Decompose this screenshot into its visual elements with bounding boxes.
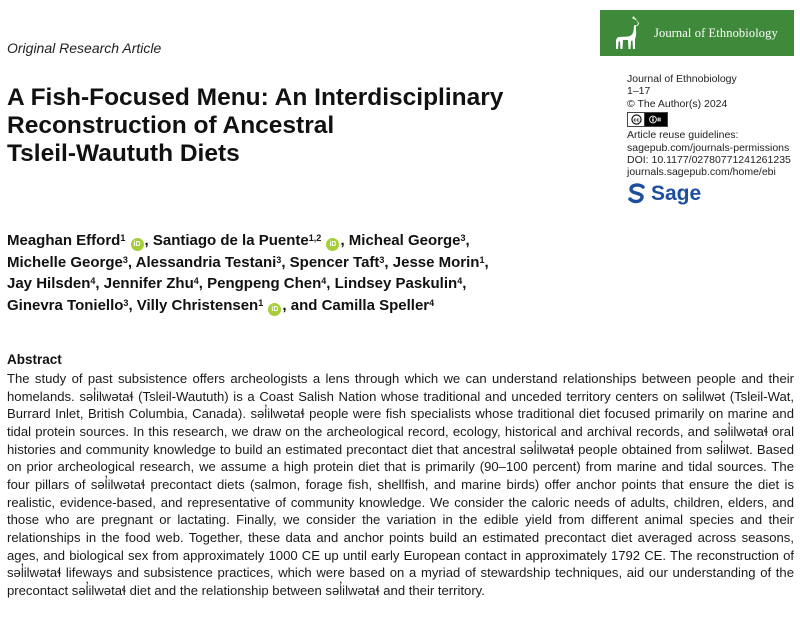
title-line: A Fish-Focused Menu: An Interdisciplinary [7, 84, 504, 111]
author-name[interactable]: Santiago de la Puente [152, 232, 309, 249]
orcid-icon[interactable]: iD [268, 303, 281, 316]
author-name[interactable]: Meaghan Efford [7, 232, 121, 249]
abstract-text: The study of past subsistence offers archeologists a lens through which we can understand relationships between people and their homelands. səl̓ilwətaɬ (Tsleil-Waututh) is a Coast Salish Nation whose traditional and unceded territory centers on səl̓ilwət (Tsleil-Wat, Burrard Inlet, British Columbia, Canada). səl̓ilwətaɬ people were fish specialists whose traditional diet focused primarily on marine and tidal protein sources. In this research, we draw on the archeological record, ecology, historical and archival records, and səl̓ilwətaɬ oral histories and community knowledge to build an estimated precontact diet that ancestral səl̓ilwətaɬ people obtained from səl̓ilwət. Based on prior archeological research, we assume a high protein diet that is primarily (90–100 percent) from marine and tidal sources. The four pillars of səl̓ilwətaɬ precontact diets (salmon, forage fish, shellfish, and marine birds) offer anchor points that ensure the diet is realistic, evidence-based, and representative of community knowledge. We consider the caloric needs of adults, children, elders, and those who are pregnant or lactating. Finally, we consider the variation in the edible yield from different animal species and their relationships in the food web. Together, these data and anchor points build an estimated precontact diet averaged across seasons, ages, and biological sex from approximately 1000 CE up until early European contact in approximately 1792 CE. The reconstruction of səl̓ilwətaɬ lifeways and subsistence practices, which were based on a myriad of stewardship techniques, aid our understanding of the precontact səl̓ilwətaɬ diet and the relationship between səl̓ilwətaɬ and their territory. [7, 371, 794, 598]
meta-reuse-label: Article reuse guidelines: [627, 129, 739, 142]
meta-journal-link[interactable]: journals.sagepub.com/home/ebi [627, 166, 776, 179]
author-affiliation: 1 [120, 233, 126, 243]
author-separator: , [340, 232, 349, 249]
title-line: Tsleil-Waututh Diets [7, 140, 240, 167]
author-affiliation: 4 [193, 276, 199, 286]
article-type-label: Original Research Article [7, 40, 162, 56]
author-affiliation: 4 [429, 297, 435, 308]
author-separator: , [384, 253, 393, 271]
author-separator: , [462, 275, 467, 292]
author-separator: , [326, 275, 335, 292]
author-separator: , [128, 296, 137, 314]
meta-doi[interactable]: DOI: 10.1177/02780771241261235 [627, 154, 791, 167]
article-meta [627, 73, 797, 205]
author-name[interactable]: Michelle George [7, 253, 123, 271]
author-separator: , [144, 232, 153, 249]
cc-by-icon[interactable] [627, 112, 668, 127]
author-affiliation: 1 [258, 297, 264, 308]
author-separator: , and [282, 296, 322, 314]
author-name[interactable]: Spencer Taft [289, 253, 380, 271]
author-affiliation: 4 [321, 276, 327, 286]
journal-banner-name: Journal of Ethnobiology [654, 25, 778, 40]
author-separator: , [465, 232, 470, 249]
meta-reuse-link[interactable]: sagepub.com/journals-permissions [627, 141, 790, 154]
sage-s-icon [627, 183, 647, 205]
author-affiliation: 4 [90, 276, 96, 286]
sage-logo[interactable] [627, 183, 797, 205]
title-line: Reconstruction of Ancestral [7, 112, 335, 139]
author-affiliation: 3 [276, 254, 282, 265]
sage-text: Sage [651, 181, 702, 205]
author-name[interactable]: Camilla Speller [321, 296, 430, 314]
author-affiliation: 1,2 [308, 233, 322, 243]
author-affiliation: 3 [379, 254, 385, 265]
abstract-heading: Abstract [7, 352, 62, 367]
author-name[interactable]: Jennifer Zhu [103, 275, 194, 292]
author-separator: , [281, 253, 290, 271]
article-title [7, 84, 597, 168]
author-name[interactable]: Micheal George [348, 232, 461, 249]
author-name[interactable]: Alessandria Testani [135, 253, 277, 271]
author-separator: , [484, 253, 489, 271]
author-affiliation: 3 [122, 254, 128, 265]
author-affiliation: 3 [460, 233, 466, 243]
author-separator: , [198, 275, 208, 292]
orcid-icon[interactable]: iD [131, 238, 144, 251]
author-affiliation: 4 [457, 276, 463, 286]
author-name[interactable]: Jay Hilsden [7, 275, 91, 292]
author-list [7, 230, 607, 316]
journal-banner[interactable] [600, 10, 794, 56]
orcid-icon[interactable]: iD [326, 238, 339, 251]
author-affiliation: 1 [479, 254, 485, 265]
author-name[interactable]: Pengpeng Chen [207, 275, 322, 292]
meta-journal: Journal of Ethnobiology [627, 73, 737, 85]
svg-text:cc: cc [633, 117, 639, 124]
author-separator: , [127, 253, 136, 271]
author-name[interactable]: Ginevra Toniello [7, 296, 124, 314]
author-affiliation: 3 [123, 297, 129, 308]
author-name[interactable]: Lindsey Paskulin [334, 275, 458, 292]
author-separator: , [95, 275, 104, 292]
author-name[interactable]: Villy Christensen [136, 296, 259, 314]
meta-copyright: © The Author(s) 2024 [627, 97, 728, 110]
meta-pages: 1–17 [627, 85, 651, 98]
llama-icon [608, 14, 646, 52]
author-name[interactable]: Jesse Morin [392, 253, 480, 271]
